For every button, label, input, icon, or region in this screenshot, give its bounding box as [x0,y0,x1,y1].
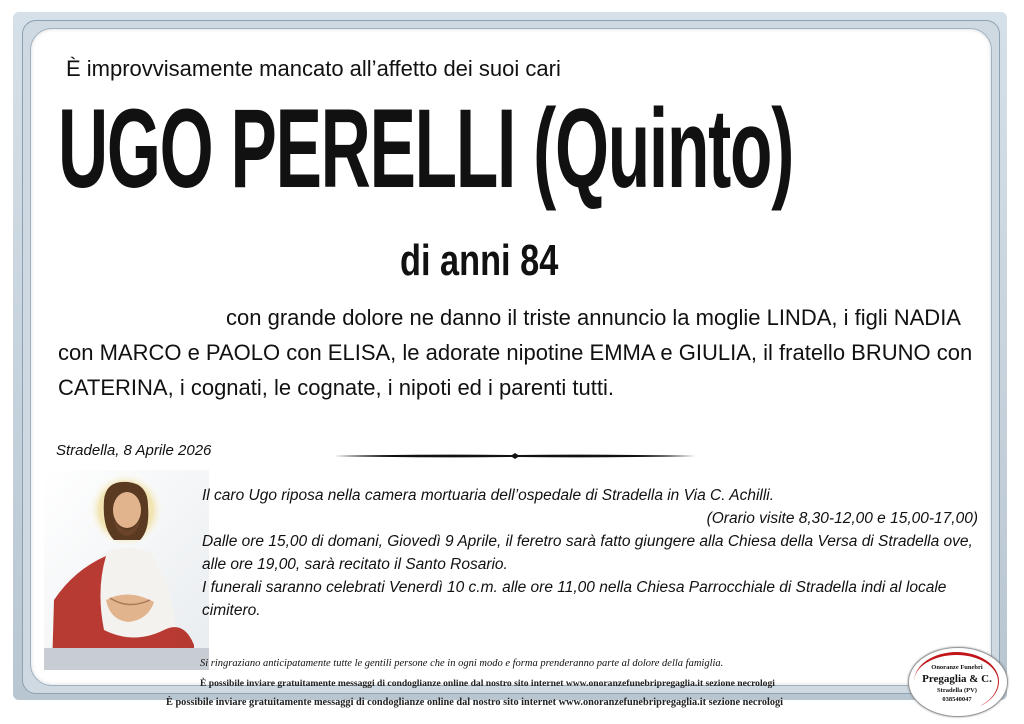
condolence-line-1: È possibile inviare gratuitamente messaggi di condoglianze online dal nostro sito internet www.onoranzefunebripregaglia.it sezione necrologi [200,678,775,689]
ornamental-divider [334,450,696,462]
announcement-line1: con grande dolore ne danno il triste annuncio la moglie LINDA, [226,305,838,330]
announcement [58,300,978,405]
deceased-name: UGO PERELLI (Quinto) [58,86,794,211]
logo-line-4: 038540047 [942,696,972,703]
funeral-details [202,484,978,622]
logo-line-1: Onoranze Funebri [931,664,983,671]
funeral-text: I funerali saranno celebrati Venerdì 10 c.m. alle ore 11,00 nella Chiesa Parrocchiale di Stradella indi al locale cimitero. [202,579,947,619]
place-date: Stradella, 8 Aprile 2026 [56,442,212,459]
visiting-hours-text: (Orario visite 8,30-12,00 e 15,00-17,00) [706,510,978,527]
logo-line-2: Pregaglia & C. [922,673,992,685]
logo-line-3: Stradella (PV) [937,687,977,694]
announcement-rest: i figli NADIA con MARCO e PAOLO con ELISA, le adorate nipotine EMMA e GIULIA, il fratello BRUNO con CATERINA, i cognati, le cognate, i nipoti ed i parenti tutti. [58,305,973,400]
funeral-home-logo [908,647,1008,717]
intro-text: È improvvisamente mancato all’affetto dei suoi cari [66,56,561,81]
age-text: di anni 84 [400,236,559,285]
rosary-text: Dalle ore 15,00 di domani, Giovedì 9 Aprile, il feretro sarà fatto giungere alla Chiesa della Versa di Stradella ove, alle ore 19,00, sarà recitato il Santo Rosario. [202,533,973,573]
jesus-praying-icon [44,470,209,670]
thanks-text: Si ringraziano anticipatamente tutte le gentili persone che in ogni modo e forma prenderanno parte al dolore della famiglia. [200,658,724,669]
rest-place-text: Il caro Ugo riposa nella camera mortuaria dell’ospedale di Stradella in Via C. Achilli. [202,487,775,504]
condolence-line-2: È possibile inviare gratuitamente messaggi di condoglianze online dal nostro sito internet www.onoranzefunebripregaglia.it sezione necrologi [166,697,784,708]
